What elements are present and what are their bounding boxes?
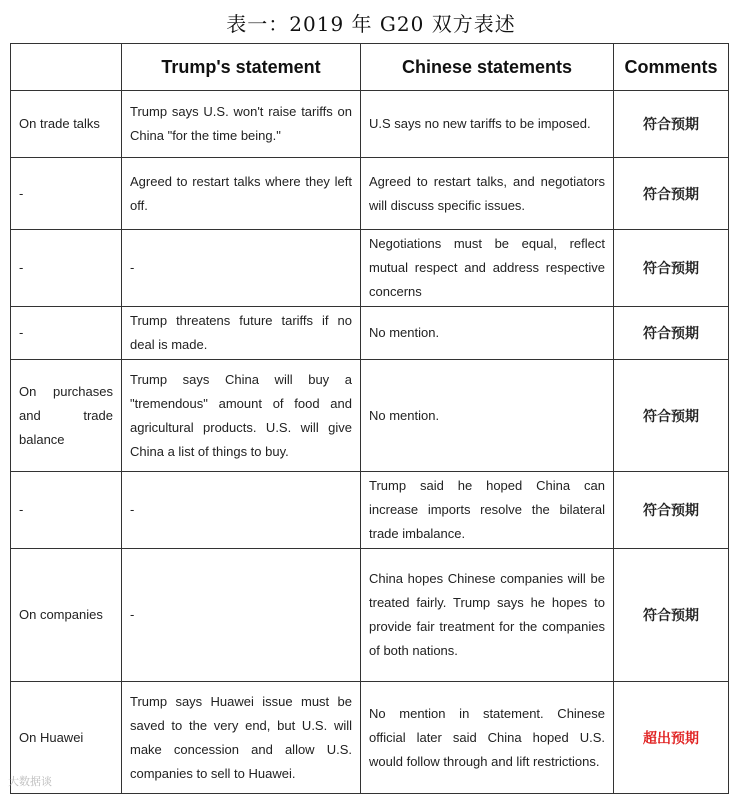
g20-statements-table <box>10 43 729 794</box>
trump-cell: - <box>122 472 361 549</box>
comment-cell: 符合预期 <box>614 549 729 682</box>
topic-cell: On purchases and trade balance <box>11 360 122 472</box>
topic-cell: On Huawei <box>11 682 122 794</box>
topic-cell: - <box>11 472 122 549</box>
header-topic <box>11 44 122 91</box>
china-cell: No mention. <box>361 360 614 472</box>
china-cell: U.S says no new tariffs to be imposed. <box>361 91 614 158</box>
china-cell: China hopes Chinese companies will be treated fairly. Trump says he hopes to provide fair treatment for the companies of both nations. <box>361 549 614 682</box>
topic-cell: - <box>11 307 122 360</box>
china-cell: Negotiations must be equal, reflect mutual respect and address respective concerns <box>361 230 614 307</box>
table-row <box>11 91 729 158</box>
table-row <box>11 158 729 230</box>
trump-cell: Trump says Huawei issue must be saved to the very end, but U.S. will make concession and allow U.S. companies to sell to Huawei. <box>122 682 361 794</box>
comment-cell: 符合预期 <box>614 158 729 230</box>
trump-cell: Trump says U.S. won't raise tariffs on China "for the time being." <box>122 91 361 158</box>
trump-cell: Trump says China will buy a "tremendous" amount of food and agricultural products. U.S. will give China a list of things to buy. <box>122 360 361 472</box>
header-row <box>11 44 729 91</box>
table-title: 表一：2019 年 G20 双方表述 <box>226 12 516 36</box>
topic-cell: - <box>11 158 122 230</box>
trump-cell: - <box>122 230 361 307</box>
trump-cell: Agreed to restart talks where they left off. <box>122 158 361 230</box>
table-row <box>11 307 729 360</box>
comment-cell: 符合预期 <box>614 360 729 472</box>
table-row <box>11 549 729 682</box>
comment-cell: 符合预期 <box>614 91 729 158</box>
trump-cell: - <box>122 549 361 682</box>
topic-cell: - <box>11 230 122 307</box>
table-row <box>11 472 729 549</box>
trump-cell: Trump threatens future tariffs if no deal is made. <box>122 307 361 360</box>
header-china: Chinese statements <box>361 44 614 91</box>
china-cell: Trump said he hoped China can increase imports resolve the bilateral trade imbalance. <box>361 472 614 549</box>
china-cell: Agreed to restart talks, and negotiators will discuss specific issues. <box>361 158 614 230</box>
comment-cell: 符合预期 <box>614 472 729 549</box>
topic-cell: On trade talks <box>11 91 122 158</box>
header-trump: Trump's statement <box>122 44 361 91</box>
comment-cell-highlight: 超出预期 <box>614 682 729 794</box>
watermark: 大数据谈 <box>8 776 52 788</box>
header-comments: Comments <box>614 44 729 91</box>
topic-cell: On companies <box>11 549 122 682</box>
china-cell: No mention in statement. Chinese official later said China hoped U.S. would follow through and lift restrictions. <box>361 682 614 794</box>
table-row <box>11 360 729 472</box>
table-row <box>11 682 729 794</box>
comment-cell: 符合预期 <box>614 230 729 307</box>
table-row <box>11 230 729 307</box>
comment-cell: 符合预期 <box>614 307 729 360</box>
china-cell: No mention. <box>361 307 614 360</box>
